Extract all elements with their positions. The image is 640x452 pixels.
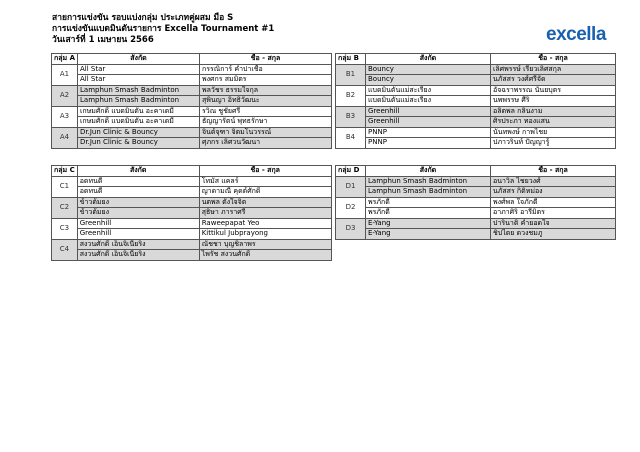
pair-id: D3 (336, 218, 366, 239)
player-name: สุธิษา ภาราศรี (199, 208, 331, 219)
group-table (51, 165, 332, 261)
affiliation-header: สังกัด (366, 54, 491, 65)
player-club: Greenhill (77, 229, 199, 240)
player-club: Lamphun Smash Badminton (78, 85, 200, 96)
pair-id: A4 (52, 127, 78, 148)
table-row (52, 64, 332, 75)
table-row (52, 176, 332, 187)
group-table (335, 165, 616, 240)
title-line-3: วันเสาร์ที่ 1 เมษายน 2566 (52, 35, 154, 45)
player-club: Bouncy (366, 75, 491, 86)
table-row (52, 208, 332, 219)
player-name: อลิตพล กลิ่นงาม (491, 106, 616, 117)
player-club: Greenhill (366, 117, 491, 128)
player-name: อาภาศิริ อารีมิตร (491, 208, 616, 219)
table-row (336, 187, 616, 198)
player-club: พรภักดี (366, 208, 491, 219)
player-name: นตพล ตั้งใจจิต (199, 197, 331, 208)
title-line-2: การแข่งขันแบดมินตันรายการ Excella Tournament #1 (52, 24, 275, 34)
pair-id: C1 (52, 176, 78, 197)
player-club: เกษมศักดิ์ แบดมินตัน อะคาเดมี (78, 117, 200, 128)
affiliation-header: สังกัด (78, 54, 200, 65)
pair-id: A3 (52, 106, 78, 127)
player-club: ข้าวต้มยง (77, 197, 199, 208)
player-name: ธัญญารัตน์ พุทธรักษา (200, 117, 332, 128)
player-name: Raweepapat Yeo (199, 218, 331, 229)
table-row (336, 229, 616, 240)
pair-id: C3 (52, 218, 78, 239)
player-name: อัจฉราพรรณ นันยบุตร (491, 85, 616, 96)
pair-id: B4 (336, 127, 366, 148)
player-club: All Star (78, 64, 200, 75)
group-table (51, 53, 332, 149)
name-header: ชื่อ - สกุล (199, 166, 331, 177)
player-club: E-Yang (366, 218, 491, 229)
player-name: นันทพงษ์ กาพไชย (491, 127, 616, 138)
table-row (336, 117, 616, 128)
player-club: อดทนดี (77, 176, 199, 187)
table-row (52, 75, 332, 86)
player-club: อดทนดี (77, 187, 199, 198)
table-row (336, 75, 616, 86)
table-row (52, 187, 332, 198)
table-row (52, 218, 332, 229)
player-name: นพพรรษ ศีริ (491, 96, 616, 107)
pair-id: C2 (52, 197, 78, 218)
table-row (336, 85, 616, 96)
player-club: แบดมินตันแม่สะเรียง (366, 96, 491, 107)
player-name: ปารินาติ คำยอดใจ (491, 218, 616, 229)
name-header: ชื่อ - สกุล (491, 54, 616, 65)
player-club: Lamphun Smash Badminton (78, 96, 200, 107)
player-club: PNNP (366, 127, 491, 138)
table-row (52, 85, 332, 96)
player-name: พงศ์พล ใจภักดี (491, 197, 616, 208)
table-row (336, 138, 616, 149)
pair-id: D1 (336, 176, 366, 197)
table-row (52, 239, 332, 250)
table-row (52, 106, 332, 117)
player-name: โทมัส แคลร์ (199, 176, 331, 187)
table-row (336, 208, 616, 219)
title-line-1: สายการแข่งขัน รอบแบ่งกลุ่ม ประเภทคู่ผสม มือ S (52, 13, 234, 23)
table-row (52, 96, 332, 107)
table-row (52, 117, 332, 128)
player-name: ชิปไตย ดวงชมภู (491, 229, 616, 240)
player-name: ไพรัช สงวนศักดิ์ (199, 250, 331, 261)
player-name: รวิณ ชูชัยศรี (200, 106, 332, 117)
player-club: Lamphun Smash Badminton (366, 176, 491, 187)
player-club: พรภักดี (366, 197, 491, 208)
group-header: กลุ่ม B (336, 54, 366, 65)
player-club: E-Yang (366, 229, 491, 240)
player-name: ปภาวรินท์ ปัญญารู้ (491, 138, 616, 149)
pair-id: A2 (52, 85, 78, 106)
affiliation-header: สังกัด (77, 166, 199, 177)
pair-id: C4 (52, 239, 78, 260)
table-row (336, 197, 616, 208)
player-name: นภัสสร วงศ์ศรีจัด (491, 75, 616, 86)
table-row (52, 250, 332, 261)
table-row (336, 64, 616, 75)
player-club: Dr.Jun Clinic & Bouncy (78, 127, 200, 138)
player-name: สุพินญา อิทธิวัฒนะ (200, 96, 332, 107)
player-club: Lamphun Smash Badminton (366, 187, 491, 198)
pair-id: B1 (336, 64, 366, 85)
name-header: ชื่อ - สกุล (200, 54, 332, 65)
table-row (336, 106, 616, 117)
name-header: ชื่อ - สกุล (491, 166, 616, 177)
player-name: ญาดามณี คุดต์ศักดิ์ (199, 187, 331, 198)
player-name: นภัสสร กิติหม่อง (491, 187, 616, 198)
player-club: Greenhill (366, 106, 491, 117)
table-row (52, 197, 332, 208)
table-row (52, 127, 332, 138)
group-header: กลุ่ม C (52, 166, 78, 177)
player-club: PNNP (366, 138, 491, 149)
table-row (52, 138, 332, 149)
player-name: จินต์จุฑา จิตมโนวรรณ์ (200, 127, 332, 138)
player-name: อนาวิล ไชยวงศ์ (491, 176, 616, 187)
player-club: เกษมศักดิ์ แบดมินตัน อะคาเดมี (78, 106, 200, 117)
player-name: Kittikul Jubprayong (199, 229, 331, 240)
table-row (52, 229, 332, 240)
player-name: กรรณิการ์ คำปาเชื้อ (200, 64, 332, 75)
player-name: เลิศพรรษ์ เรียวเลิศสกุล (491, 64, 616, 75)
table-row (336, 176, 616, 187)
player-name: ณัชชา บุญชิลาพร (199, 239, 331, 250)
table-row (336, 218, 616, 229)
player-club: แบดมินตันแม่สะเรียง (366, 85, 491, 96)
group-table (335, 53, 616, 149)
table-row (336, 96, 616, 107)
player-name: ศุภกร เลิศวนวัฒนา (200, 138, 332, 149)
player-name: ศิรประภา ทองแสน (491, 117, 616, 128)
group-header: กลุ่ม A (52, 54, 78, 65)
player-name: พงศกร สมมิตร (200, 75, 332, 86)
player-club: Greenhill (77, 218, 199, 229)
player-club: สงวนศักดิ์ เอ็นจิเนียริ่ง (77, 250, 199, 261)
player-name: พลวัชร ธรรมใจกุล (200, 85, 332, 96)
player-club: ข้าวต้มยง (77, 208, 199, 219)
table-row (336, 127, 616, 138)
player-club: Dr.Jun Clinic & Bouncy (78, 138, 200, 149)
player-club: Bouncy (366, 64, 491, 75)
player-club: สงวนศักดิ์ เอ็นจิเนียริ่ง (77, 239, 199, 250)
pair-id: B2 (336, 85, 366, 106)
excella-logo: excella (546, 24, 606, 45)
affiliation-header: สังกัด (366, 166, 491, 177)
player-club: All Star (78, 75, 200, 86)
pair-id: B3 (336, 106, 366, 127)
group-header: กลุ่ม D (336, 166, 366, 177)
pair-id: A1 (52, 64, 78, 85)
pair-id: D2 (336, 197, 366, 218)
